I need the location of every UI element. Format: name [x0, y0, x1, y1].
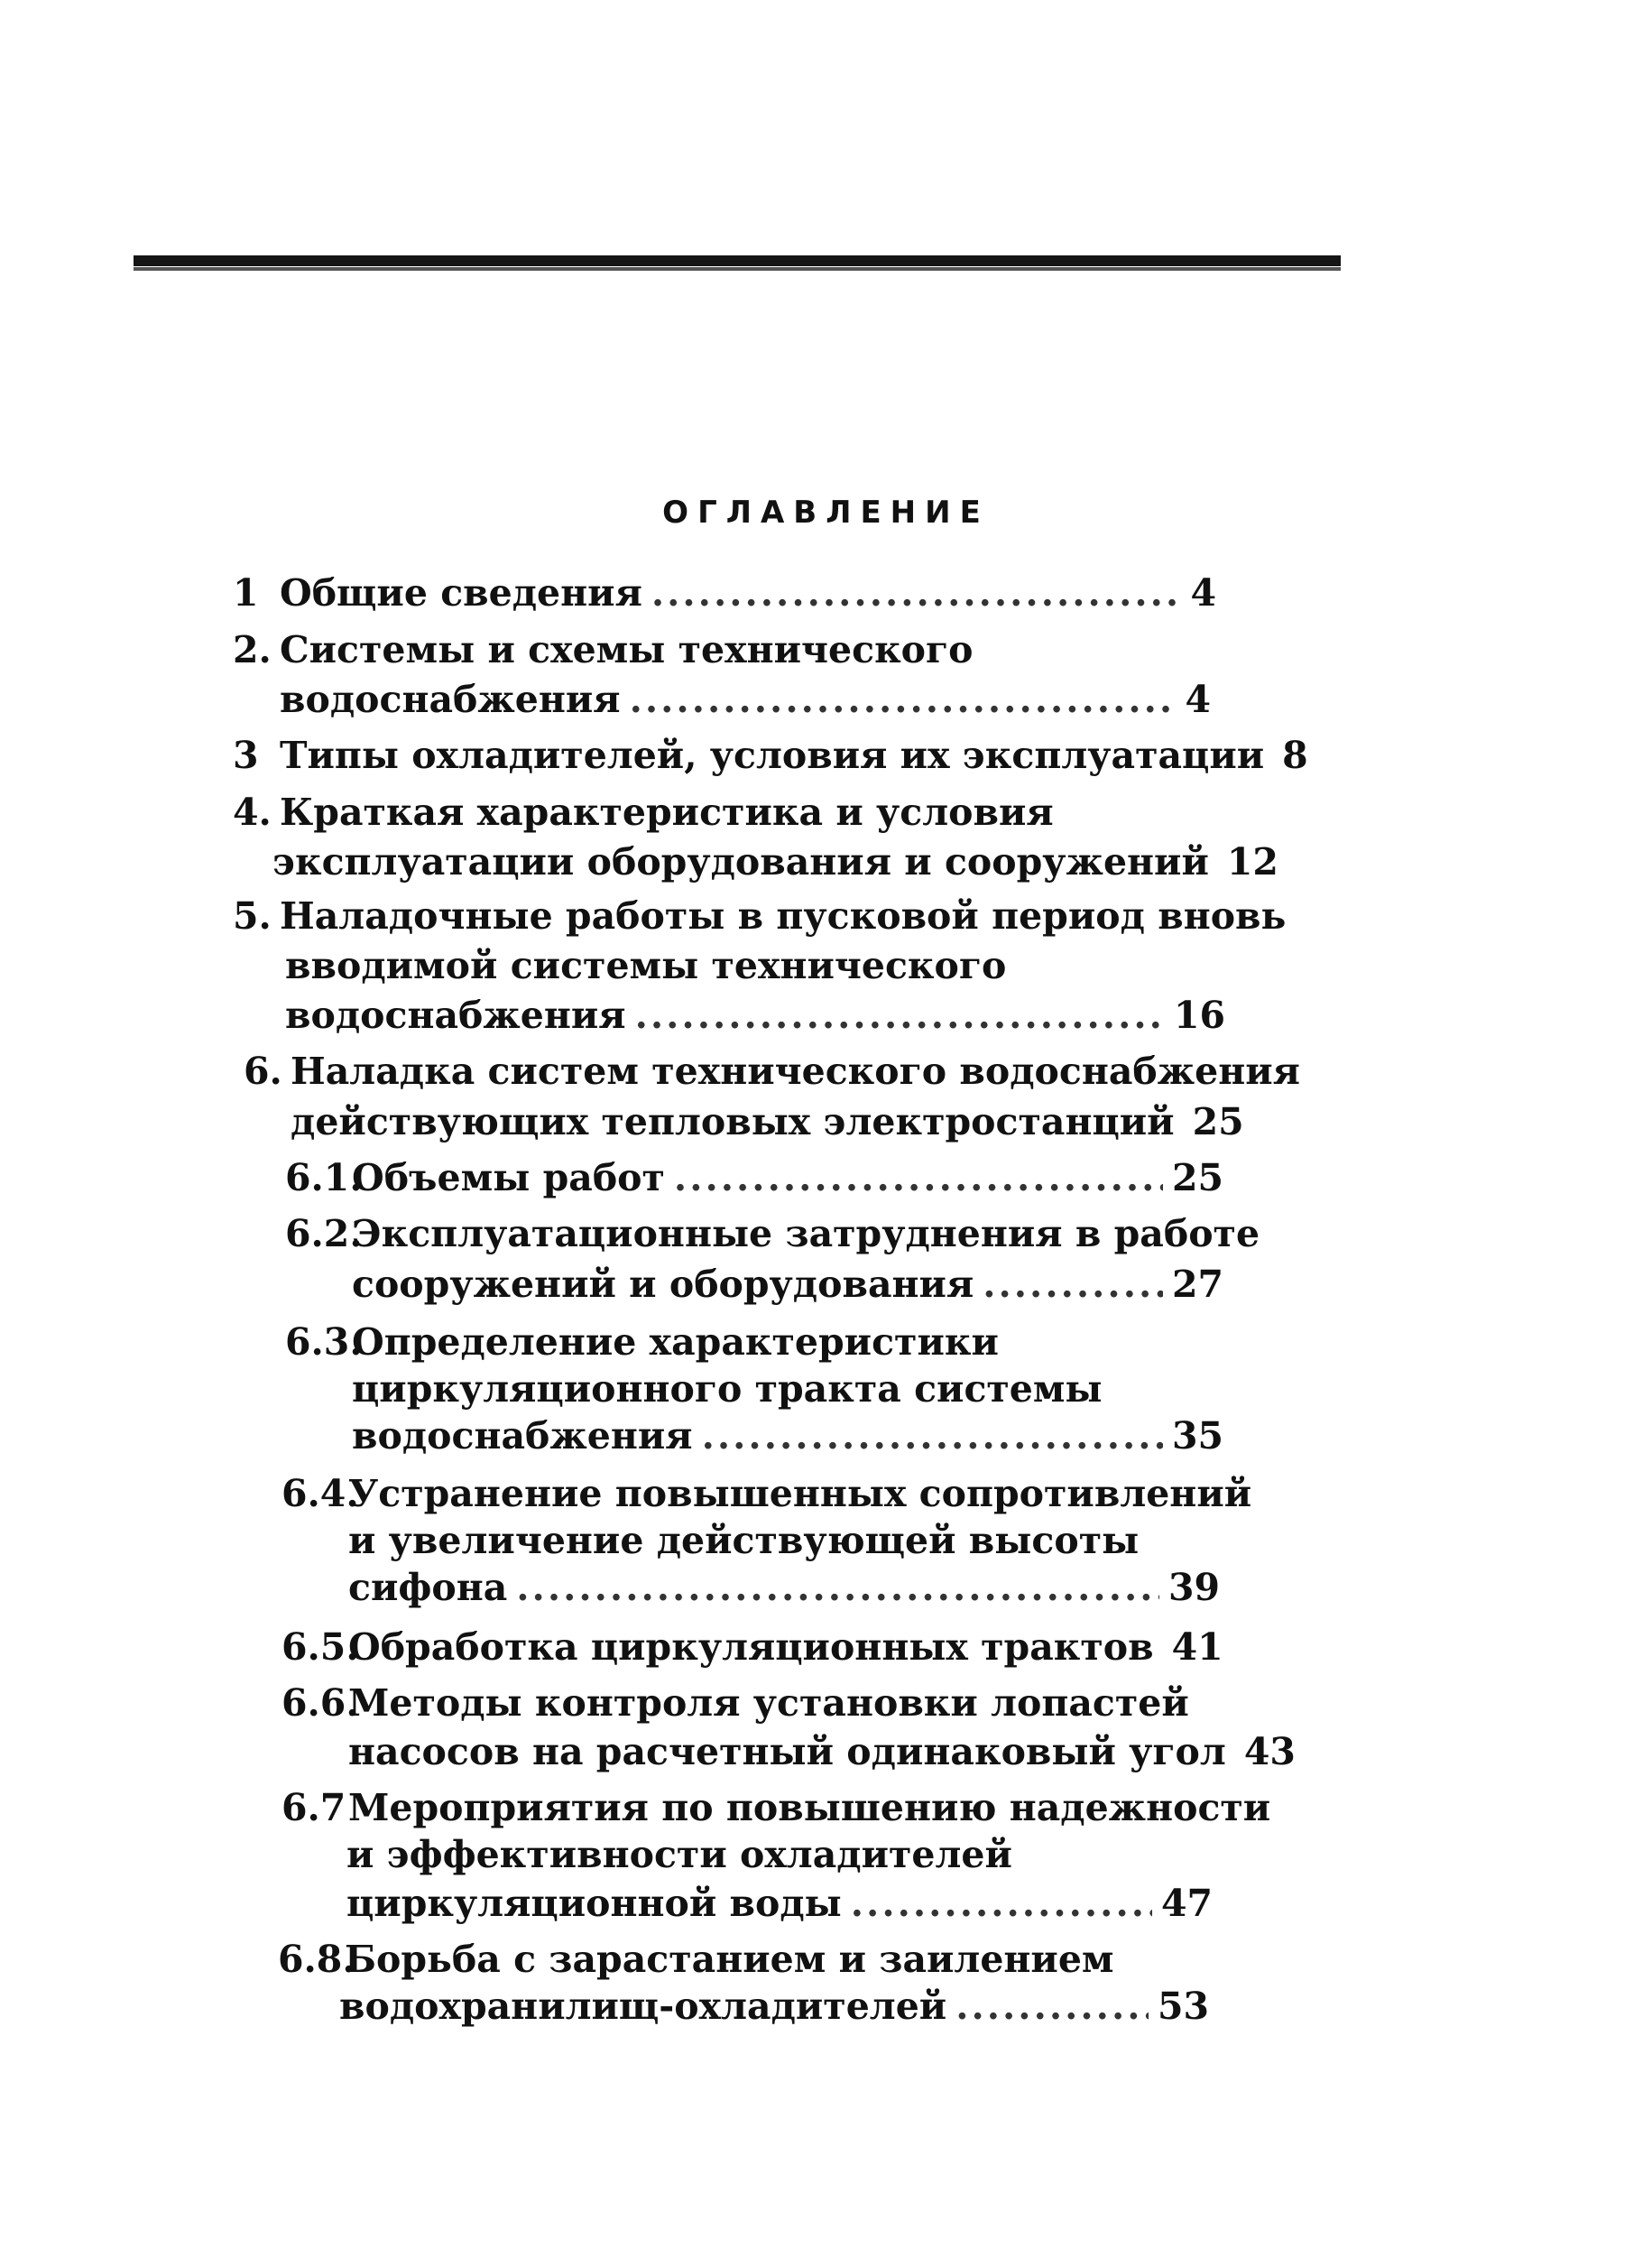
toc-entry-title: водохранилищ-охладителей [339, 1985, 947, 2028]
toc-entry-number: 6.4. [281, 1472, 359, 1515]
toc-entry-number: 6.2. [285, 1212, 363, 1255]
toc-line [281, 1624, 1223, 1670]
toc-line [348, 1729, 1296, 1774]
toc-entry-title: насосов на расчетный одинаковый угол [348, 1730, 1226, 1773]
toc-page-number: 35 [1171, 1414, 1223, 1458]
toc-page-number: 27 [1171, 1263, 1223, 1306]
toc-line [285, 1155, 1223, 1200]
toc-line [244, 1049, 1300, 1094]
toc-line [352, 1262, 1223, 1307]
toc-entry-title: Наладка систем технического водоснабжения [291, 1050, 1300, 1093]
toc-entry-title: действующих тепловых электростанций [291, 1100, 1175, 1143]
toc-entry-title: вводимой системы технического [285, 944, 1007, 987]
toc-entry-number: 2. [233, 628, 272, 671]
toc-line [348, 1565, 1220, 1610]
leader-dots [955, 1984, 1149, 2029]
toc-entry-text [233, 733, 1264, 778]
toc-entry-number: 6. [244, 1050, 282, 1093]
toc-entry-number: 6.8. [278, 1938, 355, 1981]
toc-entry-title: Устранение повышенных сопротивлений [348, 1472, 1252, 1515]
toc-entry-title: Методы контроля установки лопастей [348, 1681, 1189, 1725]
toc-entry-title: Наладочные работы в пусковой период вновь [280, 894, 1287, 938]
toc-line [348, 1518, 1139, 1563]
toc-entry-title: водоснабжения [352, 1414, 693, 1458]
toc-entry-title: Общие сведения [280, 571, 642, 615]
toc-entry-number: 6.6. [281, 1681, 359, 1725]
toc-line [352, 1366, 1103, 1411]
leader-dots [702, 1413, 1163, 1458]
toc-title: ОГЛАВЛЕНИЕ [662, 495, 990, 531]
toc-line [352, 1413, 1223, 1458]
toc-page-number: 25 [1171, 1156, 1223, 1199]
toc-entry-number: 3 [233, 734, 259, 777]
toc-entry-title: циркуляционного тракта системы [352, 1367, 1103, 1411]
toc-page-number: 43 [1243, 1730, 1296, 1773]
toc-entry-text [285, 1155, 665, 1200]
toc-entry-title: циркуляционной воды [346, 1882, 842, 1925]
toc-entry-number: 6.7 [281, 1786, 346, 1829]
toc-entry-title: Обработка циркуляционных трактов [348, 1625, 1154, 1669]
toc-line [285, 1319, 999, 1365]
toc-entry-title: и увеличение действующей высоты [348, 1519, 1140, 1562]
toc-page-number: 39 [1167, 1566, 1220, 1609]
toc-page-number: 53 [1157, 1985, 1209, 2028]
leader-dots [851, 1881, 1152, 1926]
toc-page-number: 25 [1192, 1100, 1244, 1143]
toc-entry-title: сифона [348, 1566, 508, 1609]
toc-entry-title: Системы и схемы технического [280, 628, 974, 671]
toc-line [285, 993, 1225, 1038]
toc-line [285, 1211, 1260, 1256]
toc-line [278, 1937, 1114, 1982]
toc-entry-title: эксплуатации оборудования и сооружений [272, 840, 1209, 884]
toc-line [281, 1785, 1270, 1830]
toc-line [272, 839, 1278, 884]
toc-page-number: 4 [1185, 678, 1211, 721]
toc-entry-number: 5. [233, 894, 272, 938]
toc-entry-title: Определение характеристики [352, 1320, 999, 1364]
toc-line [280, 677, 1211, 722]
leader-dots [635, 993, 1165, 1038]
toc-entry-number: 4. [233, 791, 272, 834]
toc-entry-title: Типы охладителей, условия их эксплуатации [280, 734, 1265, 777]
toc-entry-title: водоснабжения [285, 994, 626, 1037]
toc-entry-number: 6.3. [285, 1320, 363, 1364]
toc-entry-text [281, 1624, 1154, 1670]
toc-entry-title: Борьба с зарастанием и заилением [345, 1938, 1114, 1981]
top-rule-thin [134, 267, 1341, 271]
toc-page-number: 47 [1160, 1882, 1213, 1925]
toc-page-number: 8 [1282, 734, 1308, 777]
toc-page-number: 41 [1171, 1625, 1223, 1669]
toc-page-number: 16 [1173, 994, 1225, 1037]
toc-line [233, 790, 1054, 835]
toc-entry-text [233, 570, 642, 615]
leader-dots [516, 1565, 1159, 1610]
leader-dots [674, 1155, 1163, 1200]
toc-line [346, 1881, 1213, 1926]
toc-entry-title: и эффективности охладителей [346, 1833, 1012, 1876]
toc-entry-title: Краткая характеристика и условия [280, 791, 1054, 834]
toc-line [233, 627, 974, 672]
toc-line [233, 893, 1286, 939]
leader-dots [651, 570, 1182, 615]
toc-line [233, 570, 1216, 615]
toc-entry-title: Мероприятия по повышению надежности [348, 1786, 1271, 1829]
toc-line [291, 1099, 1244, 1144]
toc-entry-title: сооружений и оборудования [352, 1263, 974, 1306]
toc-line [285, 943, 1006, 988]
toc-entry-title: Объемы работ [352, 1156, 665, 1199]
toc-line [233, 733, 1308, 778]
toc-entry-number: 6.1. [285, 1156, 363, 1199]
leader-dots [630, 677, 1177, 722]
toc-line [281, 1680, 1189, 1726]
toc-page-number: 4 [1190, 571, 1216, 615]
toc-entry-number: 6.5. [281, 1625, 359, 1669]
leader-dots [983, 1262, 1163, 1307]
toc-line [339, 1984, 1209, 2029]
top-rule [134, 255, 1341, 266]
toc-line [281, 1471, 1251, 1516]
toc-line [346, 1832, 1012, 1877]
toc-entry-title: Эксплуатационные затруднения в работе [352, 1212, 1260, 1255]
toc-page-number: 12 [1226, 840, 1278, 884]
toc-entry-title: водоснабжения [280, 678, 621, 721]
toc-entry-number: 1 [233, 571, 259, 615]
